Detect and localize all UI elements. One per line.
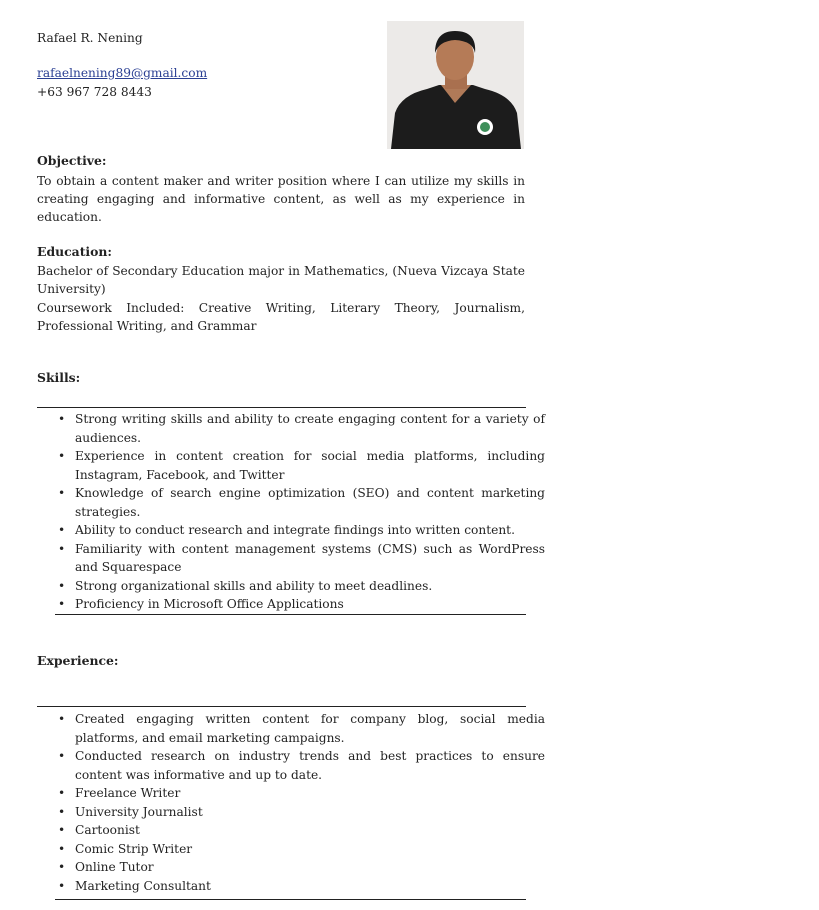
- objective-heading: Objective:: [37, 153, 107, 168]
- experience-list: [55, 710, 545, 895]
- list-item: • Familiarity with content management systems (CMS) such as WordPress and Squarespace: [75, 540, 545, 577]
- experience-bottom-divider: [55, 899, 526, 900]
- education-coursework: Coursework Included: Creative Writing, Literary Theory, Journalism, Professional Writing, and Grammar: [37, 301, 525, 334]
- applicant-name: Rafael R. Nening: [37, 31, 143, 45]
- list-item: • Strong organizational skills and ability to meet deadlines.: [75, 577, 545, 596]
- education-degree: Bachelor of Secondary Education major in Mathematics, (Nueva Vizcaya State University): [37, 264, 525, 297]
- experience-heading: Experience:: [37, 653, 119, 668]
- list-item: • Knowledge of search engine optimization (SEO) and content marketing strategies.: [75, 484, 545, 521]
- list-item: • Comic Strip Writer: [75, 840, 545, 859]
- objective-text: To obtain a content maker and writer position where I can utilize my skills in creating engaging and informative content, as well as my experience in education.: [37, 174, 525, 225]
- skills-heading: Skills:: [37, 370, 81, 385]
- list-item: • University Journalist: [75, 803, 545, 822]
- skills-top-divider: [37, 407, 526, 408]
- list-item: • Created engaging written content for company blog, social media platforms, and email marketing campaigns.: [75, 710, 545, 747]
- list-item: • Online Tutor: [75, 858, 545, 877]
- list-item: • Marketing Consultant: [75, 877, 545, 896]
- profile-photo: [387, 21, 524, 149]
- education-heading: Education:: [37, 244, 112, 259]
- experience-top-divider: [37, 706, 526, 707]
- list-item: • Ability to conduct research and integrate findings into written content.: [75, 521, 545, 540]
- email-link[interactable]: rafaelnening89@gmail.com: [37, 66, 208, 80]
- list-item: • Experience in content creation for social media platforms, including Instagram, Facebook, and Twitter: [75, 447, 545, 484]
- list-item: • Strong writing skills and ability to create engaging content for a variety of audiences.: [75, 410, 545, 447]
- list-item: • Cartoonist: [75, 821, 545, 840]
- list-item: • Conducted research on industry trends and best practices to ensure content was informative and up to date.: [75, 747, 545, 784]
- list-item: • Proficiency in Microsoft Office Applications: [75, 595, 545, 614]
- profile-photo-illustration: [387, 21, 524, 149]
- phone-number: +63 967 728 8443: [37, 85, 152, 99]
- skills-list: [55, 410, 545, 614]
- skills-bottom-divider: [55, 614, 526, 615]
- list-item: • Freelance Writer: [75, 784, 545, 803]
